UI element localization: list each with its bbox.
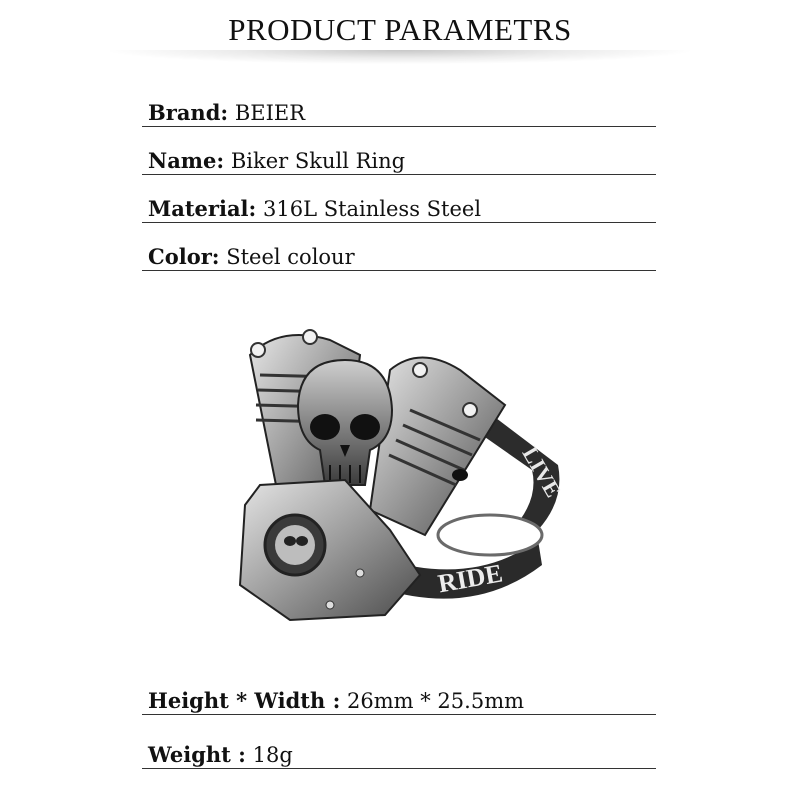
param-row-material: [142, 196, 656, 223]
right-engine-cylinder: [370, 358, 505, 536]
band-engraving-ride: RIDE: [435, 558, 505, 599]
param-row-name: [142, 148, 656, 175]
param-label: Material:: [148, 196, 257, 221]
param-row-brand: [142, 100, 656, 127]
param-value: 316L Stainless Steel: [262, 197, 482, 221]
param-value: Biker Skull Ring: [230, 149, 406, 173]
spec-label: Height * Width :: [148, 688, 341, 713]
band-engraving-live: LIVE: [517, 442, 567, 502]
spec-label: Weight :: [148, 742, 246, 767]
page-title: PRODUCT PARAMETRS: [228, 12, 572, 47]
param-row-color: [142, 244, 656, 271]
title-shadow-divider: [110, 50, 690, 64]
spec-row-weight: [142, 742, 656, 769]
param-value: BEIER: [234, 101, 306, 125]
param-label: Brand:: [148, 100, 229, 125]
ring-inner-opening: [438, 515, 542, 555]
param-label: Color:: [148, 244, 220, 269]
product-photo: [220, 315, 580, 635]
spec-row-dimensions: [142, 688, 656, 715]
param-value: Steel colour: [226, 245, 355, 269]
spec-value: 18g: [252, 743, 293, 767]
param-label: Name:: [148, 148, 225, 173]
spec-value: 26mm * 25.5mm: [347, 689, 525, 713]
